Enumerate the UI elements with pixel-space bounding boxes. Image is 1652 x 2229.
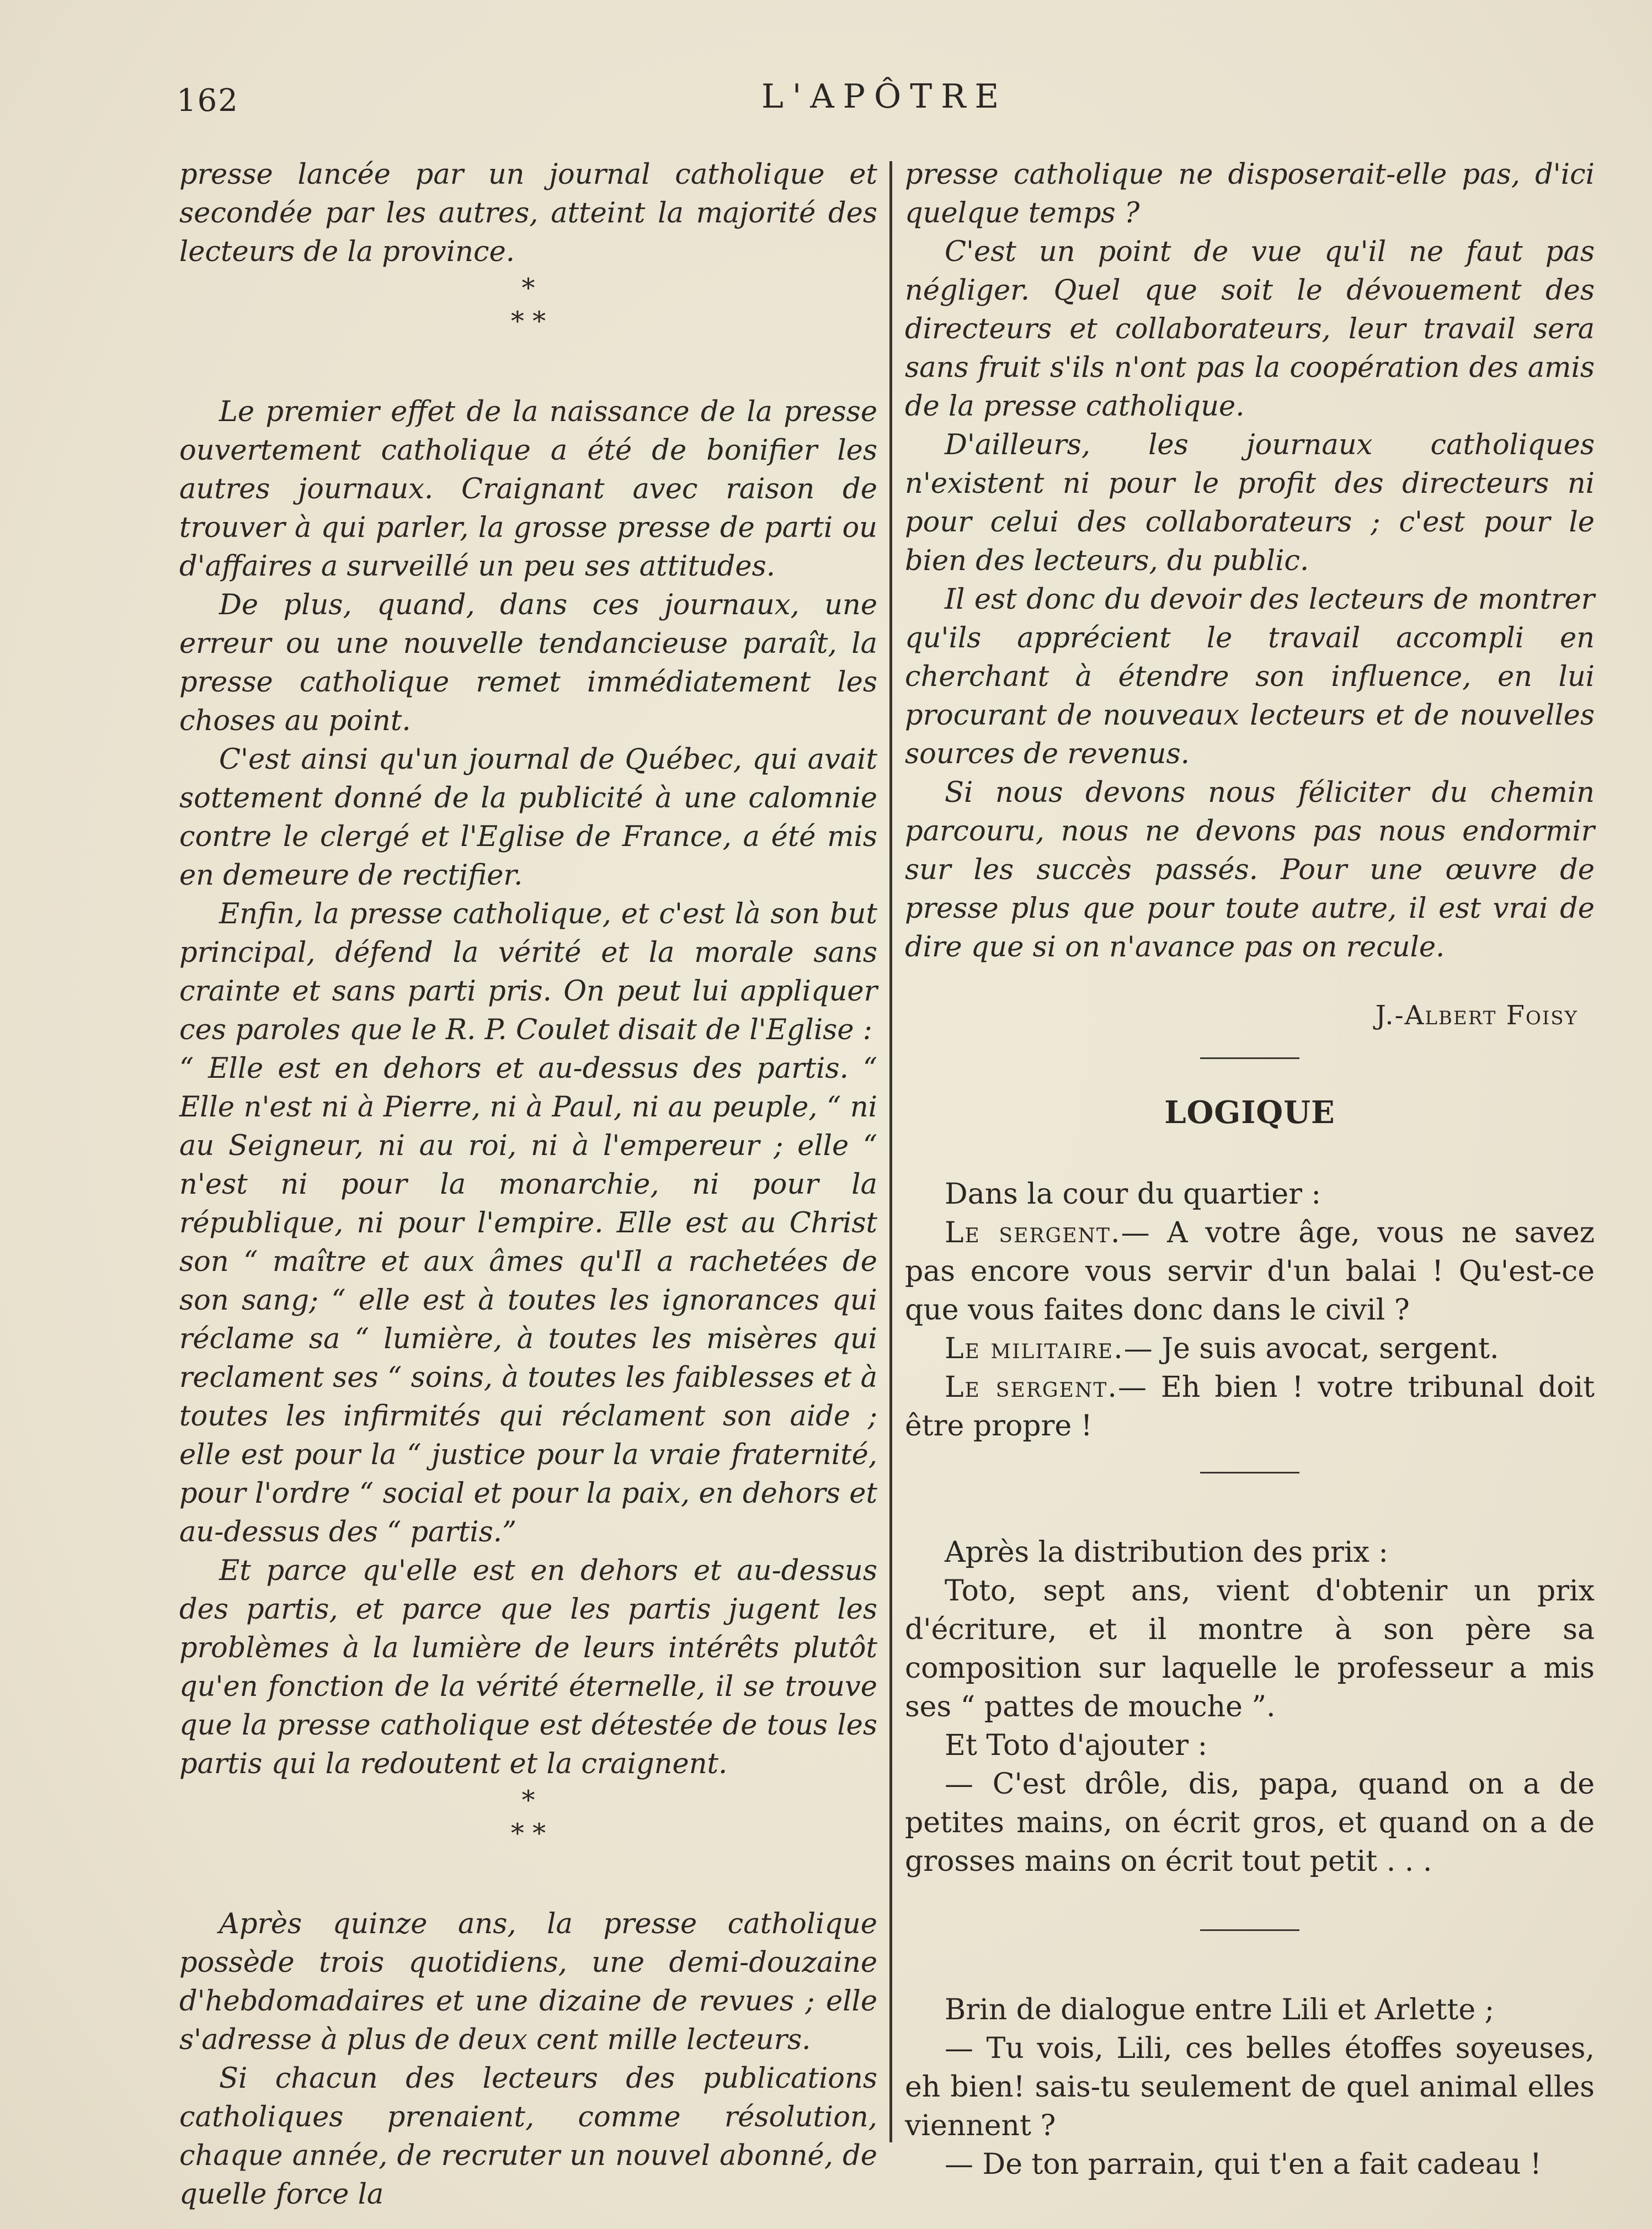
paragraph: Et Toto d'ajouter : — [945, 1729, 1208, 1762]
paragraph: Il est donc du devoir des lecteurs de montrer qu'ils apprécient le travail accompli en cherchant à étendre son influence, en lui procurant de nouveaux lecteurs et de nouvelles sources de revenus. — [905, 583, 1595, 770]
separator-stars: * * — [510, 306, 546, 337]
paragraph: Le premier effet de la naissance de la presse ouvertement catholique a été de bonifier les autres journaux. Craignant avec raison de trouver à qui parler, la grosse presse de parti ou d'affaires a surveillé un peu ses attitudes. — [179, 396, 877, 583]
dialogue-text: — A votre âge, vous ne savez pas encore vous servir d'un balai ! Qu'est-ce que vous faites donc dans le civil ? — [905, 1216, 1595, 1327]
separator-star: * — [521, 273, 535, 304]
dialogue-line — [905, 1368, 1595, 1445]
dialogue-text: — Je suis avocat, sergent. — [1123, 1332, 1499, 1365]
dialogue-line — [905, 1214, 1595, 1329]
separator-stars: * * — [510, 1818, 546, 1849]
paragraph: C'est ainsi qu'un journal de Québec, qui avait sottement donné de la publicité à une calomnie contre le clergé et l'Eglise de France, a été mis en demeure de rectifier. — [179, 743, 877, 892]
page-number: 162 — [177, 83, 239, 119]
divider-rule — [1200, 1057, 1299, 1059]
paragraph: C'est un point de vue qu'il ne faut pas négliger. Quel que soit le dévouement des directeurs et collaborateurs, leur travail sera sans fruit s'ils n'ont pas la coopération des amis de la presse catholique. — [905, 236, 1595, 423]
author-signature: J.-Albert Foisy — [1375, 1000, 1578, 1031]
paragraph: — De ton parrain, qui t'en a fait cadeau ! — [945, 2148, 1542, 2181]
paragraph: Après quinze ans, la presse catholique possède trois quotidiens, une demi-douzaine d'hebdomadaires et une dizaine de revues ; elle s'adresse à plus de deux cent mille lecteurs. — [179, 1908, 877, 2056]
anecdote-intro: Après la distribution des prix : — [945, 1536, 1388, 1569]
separator-star: * — [521, 1785, 535, 1816]
speaker-name: Le militaire. — [945, 1332, 1124, 1365]
speaker-name: Le sergent. — [945, 1371, 1118, 1404]
anecdote-intro: Dans la cour du quartier : — [945, 1178, 1321, 1211]
running-head: L'APÔTRE — [761, 77, 1008, 116]
anecdote-intro: Brin de dialogue entre Lili et Arlette ; — [945, 1993, 1495, 2026]
paragraph: Si nous devons nous féliciter du chemin parcouru, nous ne devons pas nous endormir sur les succès passés. Pour une œuvre de presse plus que pour toute autre, il est vrai de dire que si on n'avance pas on recule. — [905, 776, 1595, 964]
section-separator — [179, 1784, 877, 1850]
dialogue-text: — Eh bien ! votre tribunal doit être propre ! — [905, 1371, 1595, 1443]
column-divider — [889, 161, 892, 2142]
left-column — [179, 156, 877, 2214]
quotation: “ Elle est en dehors et au-dessus des partis. “ Elle n'est ni à Pierre, ni à Paul, ni au peuple, “ ni au Seigneur, ni au roi, ni à l'empereur ; elle “ n'est ni pour la monarchie, ni pour la république, ni pour l'empire. Elle est au Christ son “ maître et aux âmes qu'Il a rachetées de son sang; “ elle est à toutes les ignorances qui réclame sa “ lumière, à toutes les misères qui reclament ses “ soins, à toutes les faiblesses et à toutes les infirmités qui réclament son aide ; elle est pour la “ justice pour la vraie fraternité, pour l'ordre “ social et pour la paix, en dehors et au-dessus des “ partis.” — [179, 1052, 877, 1549]
section-separator — [179, 272, 877, 338]
section-heading: LOGIQUE — [1164, 1094, 1335, 1131]
paragraph: Si chacun des lecteurs des publications catholiques prenaient, comme résolution, chaque année, de recruter un nouvel abonné, de quelle force la — [179, 2062, 877, 2211]
paragraph: Et parce qu'elle est en dehors et au-dessus des partis, et parce que les partis jugent les problèmes à la lumière de leurs intérêts plutôt qu'en fonction de la vérité éternelle, il se trouve que la presse catholique est détestée de tous les partis qui la redoutent et la craignent. — [179, 1555, 877, 1780]
divider-rule — [1200, 1929, 1299, 1931]
dialogue-line — [905, 1329, 1595, 1368]
paragraph: D'ailleurs, les journaux catholiques n'existent ni pour le profit des directeurs ni pour celui des collaborateurs ; c'est pour le bien des lecteurs, du public. — [905, 429, 1595, 577]
paragraph: De plus, quand, dans ces journaux, une erreur ou une nouvelle tendancieuse paraît, la presse catholique remet immédiatement les choses au point. — [179, 589, 877, 737]
speaker-name: Le sergent. — [945, 1216, 1121, 1249]
right-column — [905, 156, 1595, 2184]
divider-rule — [1200, 1472, 1299, 1473]
paragraph: presse catholique ne disposerait-elle pas, d'ici quelque temps ? — [905, 158, 1595, 230]
paragraph: Toto, sept ans, vient d'obtenir un prix d'écriture, et il montre à son père sa composition sur laquelle le professeur a mis ses “ pattes de mouche ”. — [905, 1574, 1595, 1723]
paragraph: presse lancée par un journal catholique et secondée par les autres, atteint la majorité des lecteurs de la province. — [179, 158, 877, 268]
paragraph: — Tu vois, Lili, ces belles étoffes soyeuses, eh bien! sais-tu seulement de quel animal elles viennent ? — [905, 2032, 1595, 2142]
paragraph: Enfin, la presse catholique, et c'est là son but principal, défend la vérité et la morale sans crainte et sans parti pris. On peut lui appliquer ces paroles que le R. P. Coulet disait de l'Eglise : — [179, 898, 877, 1046]
paragraph: — C'est drôle, dis, papa, quand on a de petites mains, on écrit gros, et quand on a de grosses mains on écrit tout petit . . . — [905, 1768, 1595, 1878]
